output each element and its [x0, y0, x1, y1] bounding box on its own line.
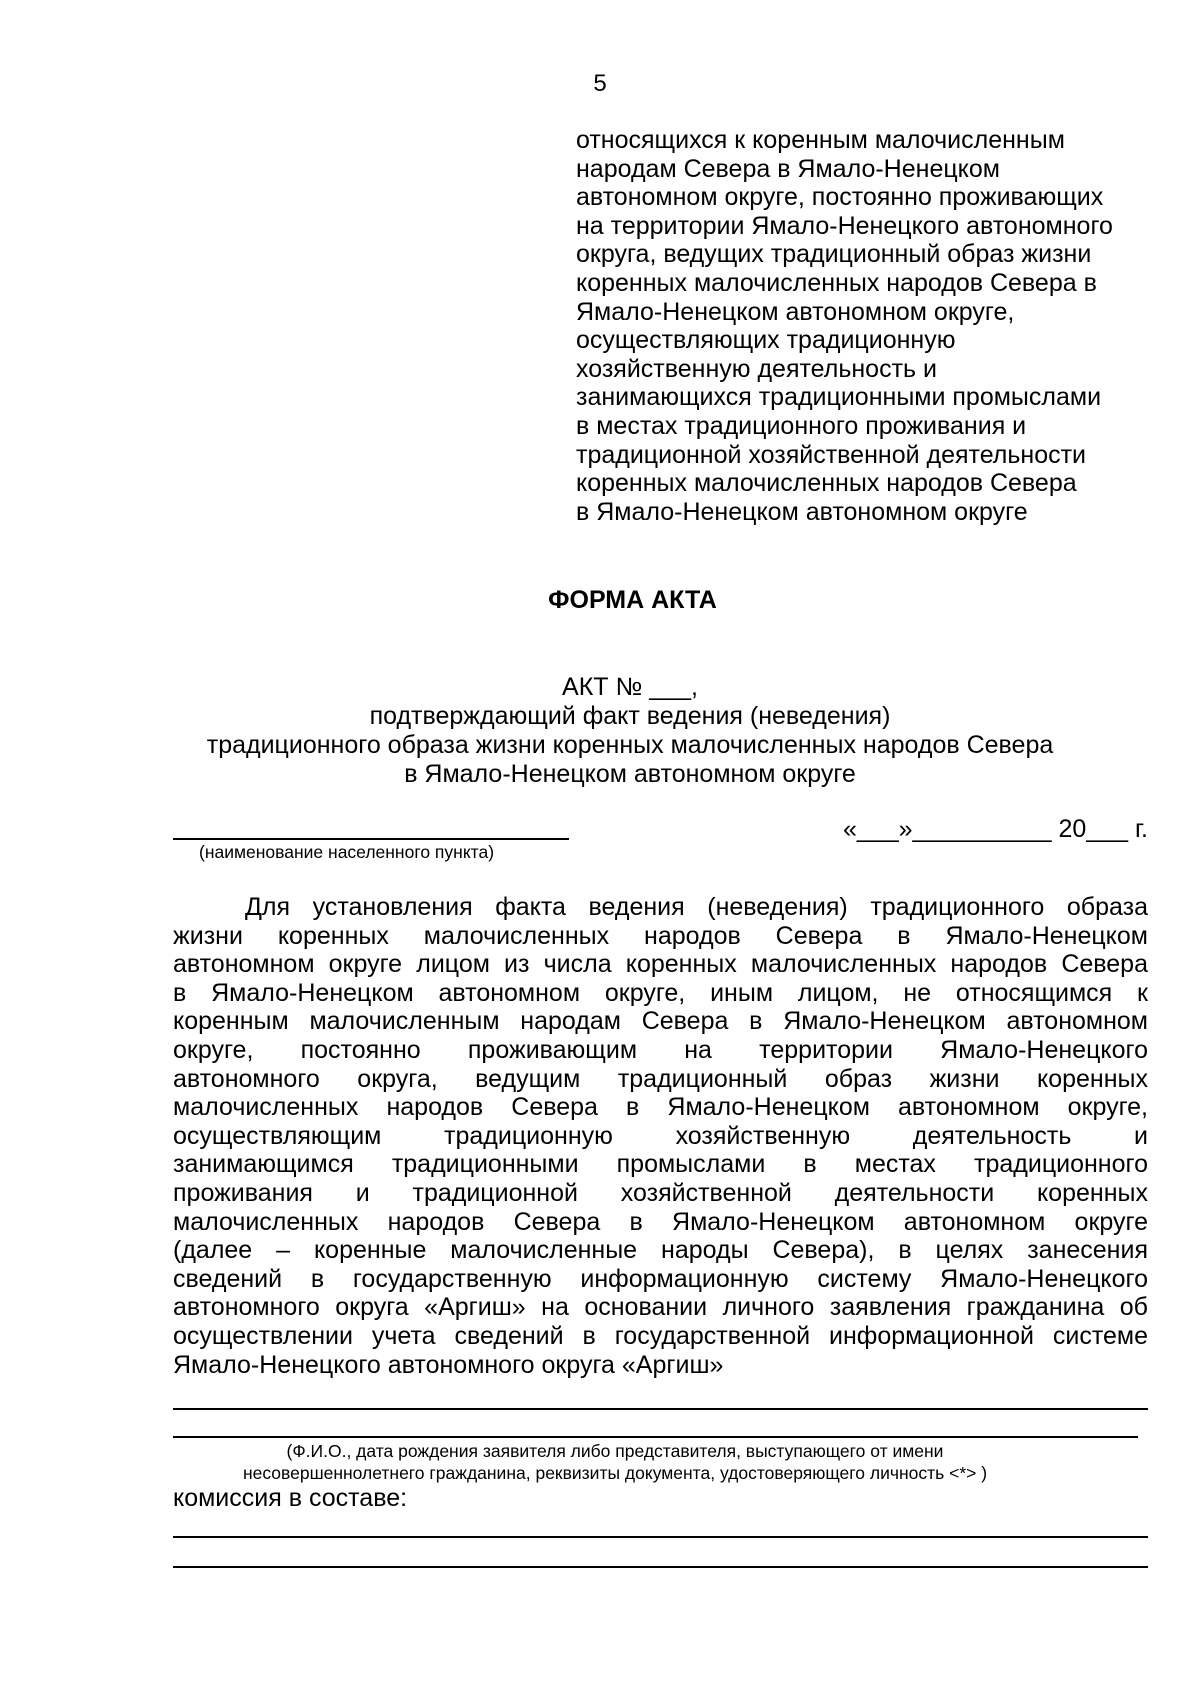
- appendix-line: хозяйственную деятельность и: [576, 354, 937, 383]
- appendix-line: Ямало-Ненецком автономном округе,: [576, 297, 1015, 326]
- fio-caption-line: несовершеннолетнего гражданина, реквизиты документа, удостоверяющего личность <*> ): [242, 1463, 988, 1483]
- appendix-line: в местах традиционного проживания и: [576, 411, 1027, 440]
- place-caption: (наименование населенного пункта): [199, 842, 495, 862]
- body-line: автономного округа «Аргиш» на основании личного заявления гражданина об: [173, 1293, 1148, 1322]
- body-line: проживания и традиционной хозяйственной деятельности коренных: [173, 1178, 1148, 1207]
- act-body-paragraph: [173, 893, 1148, 1379]
- act-header-line: традиционного образа жизни коренных малочисленных народов Севера: [206, 731, 1054, 759]
- appendix-line: народам Севера в Ямало-Ненецком: [576, 154, 1000, 183]
- body-line: осуществлении учета сведений в государственной информационной системе: [173, 1321, 1148, 1350]
- act-number-line: АКТ № ___,: [562, 673, 698, 701]
- commission-blank-line: [173, 1566, 1148, 1568]
- date-blank: «___»__________ 20___ г.: [843, 815, 1148, 843]
- fio-blank-line: [173, 1408, 1148, 1410]
- fio-caption: [0, 1440, 1200, 1484]
- appendix-line: осуществляющих традиционную: [576, 326, 956, 355]
- body-line: в Ямало-Ненецком автономном округе, иным лицом, не относящимся к: [173, 978, 1148, 1007]
- act-header-line: в Ямало-Ненецком автономном округе: [404, 760, 856, 788]
- commission-label: комиссия в составе:: [173, 1484, 408, 1512]
- body-line: Ямало-Ненецкого автономного округа «Аргиш»: [173, 1350, 724, 1379]
- form-title: ФОРМА АКТА: [548, 586, 717, 614]
- body-line: сведений в государственную информационную систему Ямало-Ненецкого: [173, 1264, 1148, 1293]
- body-line: округе, постоянно проживающим на территории Ямало-Ненецкого: [173, 1035, 1148, 1064]
- place-blank-line: [173, 838, 569, 840]
- appendix-line: коренных малочисленных народов Севера в: [576, 268, 1097, 297]
- body-line: коренным малочисленным народам Севера в Ямало-Ненецком автономном: [173, 1007, 1148, 1036]
- appendix-line: автономном округе, постоянно проживающих: [576, 183, 1104, 212]
- body-line: жизни коренных малочисленных народов Севера в Ямало-Ненецком: [173, 921, 1148, 950]
- body-line: автономного округа, ведущим традиционный образ жизни коренных: [173, 1064, 1148, 1093]
- appendix-reference: [576, 126, 1176, 526]
- body-line: малочисленных народов Севера в Ямало-Ненецком автономном округе,: [173, 1093, 1148, 1122]
- appendix-line: в Ямало-Ненецком автономном округе: [576, 497, 1028, 526]
- commission-blank-line: [173, 1536, 1148, 1538]
- act-header: [0, 673, 1200, 789]
- appendix-line: относящихся к коренным малочисленным: [576, 126, 1065, 154]
- act-header-line: подтверждающий факт ведения (неведения): [369, 702, 891, 730]
- appendix-line: на территории Ямало-Ненецкого автономного: [576, 211, 1113, 240]
- appendix-line: занимающихся традиционными промыслами: [576, 383, 1102, 412]
- page-number: 5: [593, 70, 607, 97]
- body-line: осуществляющим традиционную хозяйственную деятельность и: [173, 1121, 1148, 1150]
- body-line: занимающимся традиционными промыслами в местах традиционного: [173, 1150, 1148, 1179]
- appendix-line: округа, ведущих традиционный образ жизни: [576, 240, 1092, 269]
- body-line: Для установления факта ведения (неведения) традиционного образа: [245, 893, 1148, 921]
- fio-blank-line: [173, 1436, 1138, 1438]
- body-line: (далее – коренные малочисленные народы Севера), в целях занесения: [173, 1236, 1148, 1265]
- body-line: малочисленных народов Севера в Ямало-Ненецком автономном округе: [173, 1207, 1148, 1236]
- body-line: автономном округе лицом из числа коренных малочисленных народов Севера: [173, 950, 1148, 979]
- appendix-line: коренных малочисленных народов Севера: [576, 469, 1077, 498]
- appendix-line: традиционной хозяйственной деятельности: [576, 440, 1087, 469]
- fio-caption-line: (Ф.И.О., дата рождения заявителя либо представителя, выступающего от имени: [286, 1441, 944, 1461]
